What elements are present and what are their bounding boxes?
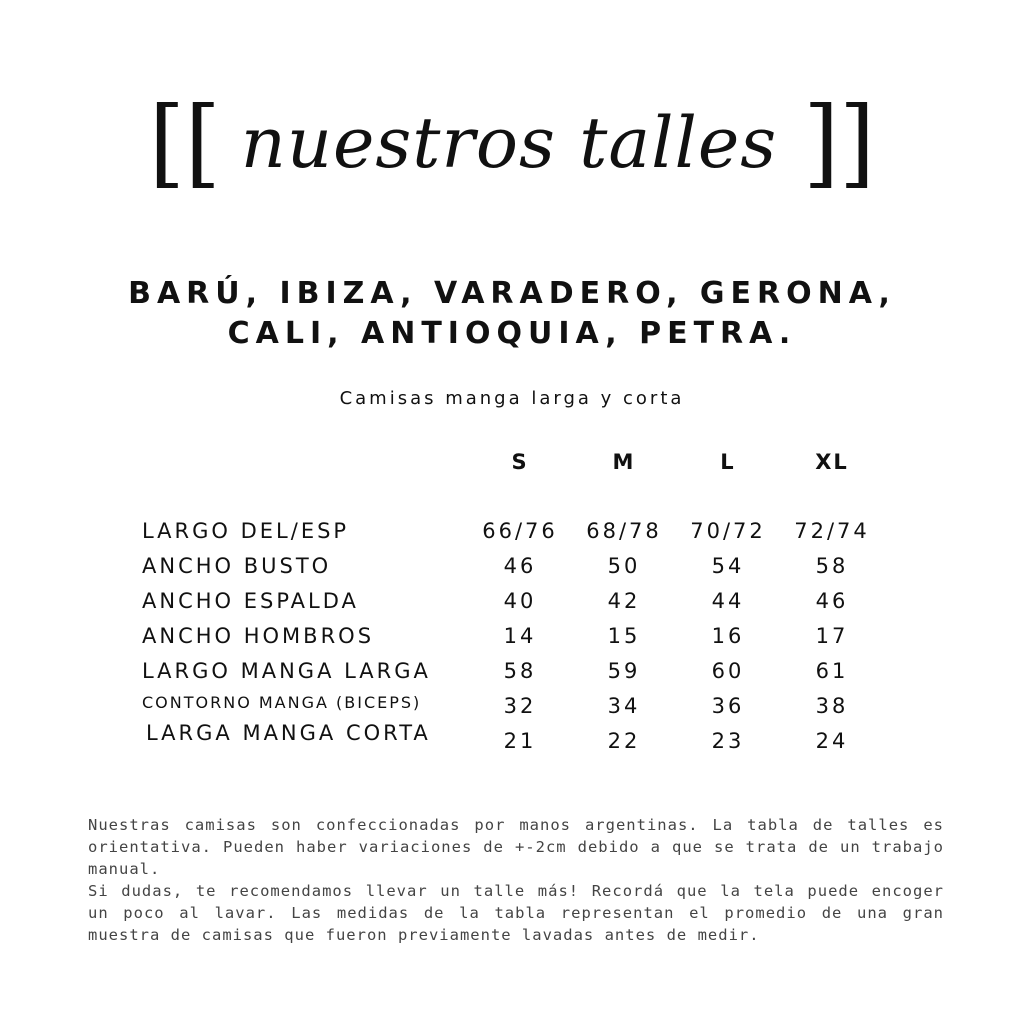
table-cell: 23 <box>711 729 745 753</box>
table-cell: 54 <box>711 554 745 578</box>
row-label-contorno-manga: CONTORNO MANGA (BICEPS) <box>142 693 422 712</box>
table-cell: 34 <box>607 694 641 718</box>
table-cell: 14 <box>503 624 537 648</box>
table-cell: 72/74 <box>794 519 870 543</box>
row-label-largo-del-esp: LARGO DEL/ESP <box>142 519 350 543</box>
table-cell: 68/78 <box>586 519 662 543</box>
size-header-m: M <box>612 450 636 474</box>
row-label-ancho-hombros: ANCHO HOMBROS <box>142 624 375 648</box>
table-cell: 17 <box>815 624 849 648</box>
table-cell: 36 <box>711 694 745 718</box>
open-brackets: [[ <box>148 86 221 199</box>
size-header-l: L <box>720 450 736 474</box>
table-cell: 40 <box>503 589 537 613</box>
table-cell: 24 <box>815 729 849 753</box>
note-paragraph-2: Si dudas, te recomendamos llevar un talle más! Recordá que la tela puede encoger un poco al lavar. Las medidas de la tabla representan el promedio de una gran muestra de camisas que fueron previamente lavadas antes de medir. <box>88 882 944 944</box>
table-cell: 66/76 <box>482 519 558 543</box>
title-text: nuestros talles <box>240 102 778 184</box>
table-cell: 58 <box>815 554 849 578</box>
row-label-ancho-espalda: ANCHO ESPALDA <box>142 589 359 613</box>
table-cell: 46 <box>815 589 849 613</box>
table-cell: 70/72 <box>690 519 766 543</box>
table-cell: 32 <box>503 694 537 718</box>
table-cell: 58 <box>503 659 537 683</box>
row-label-larga-manga-corta: LARGA MANGA CORTA <box>146 721 431 745</box>
table-cell: 16 <box>711 624 745 648</box>
disclaimer-note <box>88 814 944 946</box>
size-header-xl: XL <box>815 450 849 474</box>
page-title <box>0 88 1024 198</box>
table-cell: 59 <box>607 659 641 683</box>
note-paragraph-1: Nuestras camisas son confeccionadas por manos argentinas. La tabla de talles es orientativa. Pueden haber variaciones de +-2cm debido a que se trata de un trabajo manual. <box>88 816 944 878</box>
table-cell: 38 <box>815 694 849 718</box>
table-cell: 42 <box>607 589 641 613</box>
subtitle: Camisas manga larga y corta <box>339 388 685 409</box>
models-line-1: BARÚ, IBIZA, VARADERO, GERONA, <box>128 276 896 311</box>
models-line-2: CALI, ANTIOQUIA, PETRA. <box>227 316 797 351</box>
table-cell: 60 <box>711 659 745 683</box>
table-cell: 46 <box>503 554 537 578</box>
table-cell: 21 <box>503 729 537 753</box>
size-header-s: S <box>511 450 529 474</box>
table-cell: 15 <box>607 624 641 648</box>
table-cell: 44 <box>711 589 745 613</box>
table-cell: 50 <box>607 554 641 578</box>
row-label-ancho-busto: ANCHO BUSTO <box>142 554 332 578</box>
close-brackets: ]] <box>803 86 875 199</box>
row-label-largo-manga-larga: LARGO MANGA LARGA <box>142 659 431 683</box>
table-cell: 61 <box>815 659 849 683</box>
table-cell: 22 <box>607 729 641 753</box>
